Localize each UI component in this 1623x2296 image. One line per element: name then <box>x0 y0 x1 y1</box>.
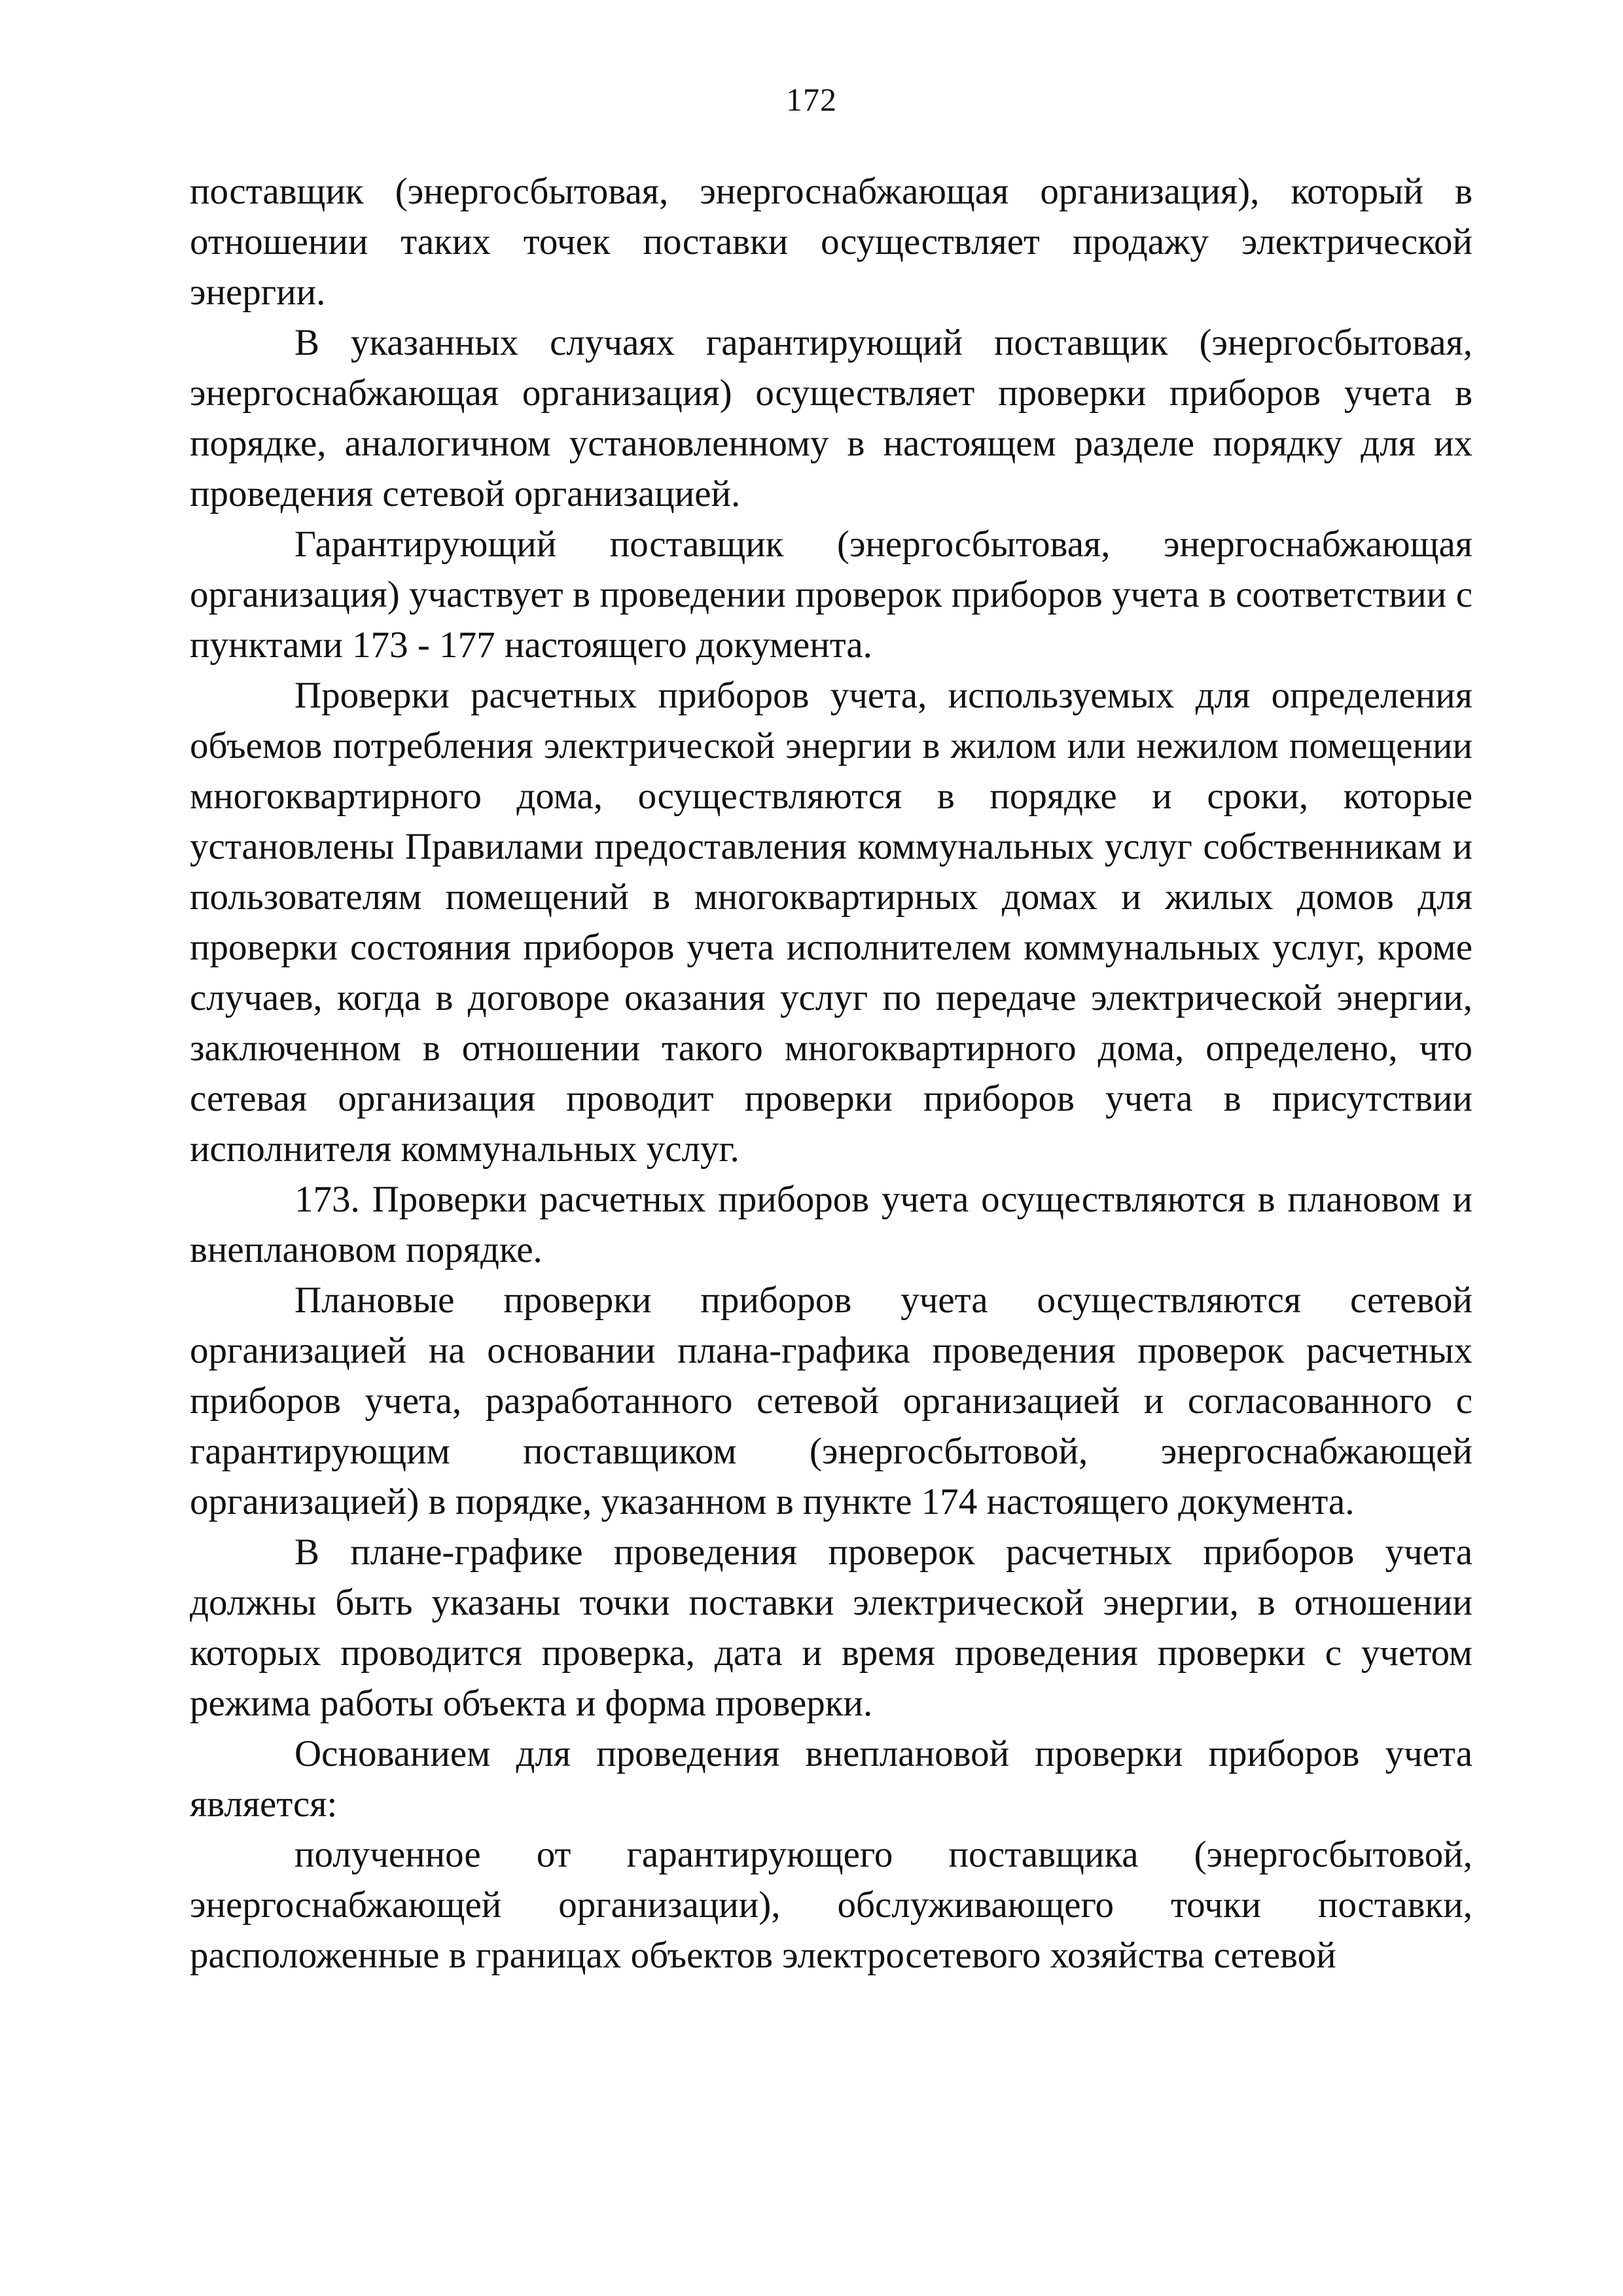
paragraph: Основанием для проведения внеплановой проверки приборов учета является: <box>190 1733 1472 1825</box>
paragraph-continuation: поставщик (энергосбытовая, энергоснабжающая организация), который в отношении таких точек поставки осуществляет продажу электрической энергии. <box>190 171 1472 313</box>
paragraph: В плане-графике проведения проверок расчетных приборов учета должны быть указаны точки поставки электрической энергии, в отношении которых проводится проверка, дата и время проведения проверки с учетом режима работы объекта и форма проверки. <box>190 1532 1472 1724</box>
paragraph: Плановые проверки приборов учета осуществляются сетевой организацией на основании плана-графика проведения проверок расчетных приборов учета, разработанного сетевой организацией и согласованного с гарантирующим поставщиком (энергосбытовой, энергоснабжающей организацией) в порядке, указанном в пункте 174 настоящего документа. <box>190 1280 1472 1522</box>
paragraph: В указанных случаях гарантирующий поставщик (энергосбытовая, энергоснабжающая организация) осуществляет проверки приборов учета в порядке, аналогичном установленному в настоящем разделе порядку для их проведения сетевой организацией. <box>190 322 1472 514</box>
paragraph: Гарантирующий поставщик (энергосбытовая, энергоснабжающая организация) участвует в проведении проверок приборов учета в соответствии с пунктами 173 - 177 настоящего документа. <box>190 524 1472 666</box>
paragraph-clause-173: 173. Проверки расчетных приборов учета осуществляются в плановом и внеплановом порядке. <box>190 1179 1472 1270</box>
paragraph: полученное от гарантирующего поставщика (энергосбытовой, энергоснабжающей организации), обслуживающего точки поставки, расположенные в границах объектов электросетевого хозяйства сетевой <box>190 1834 1472 1976</box>
page-number: 172 <box>786 81 837 118</box>
document-body <box>190 166 1472 1981</box>
paragraph: Проверки расчетных приборов учета, используемых для определения объемов потребления электрической энергии в жилом или нежилом помещении многоквартирного дома, осуществляются в порядке и сроки, которые установлены Правилами предоставления коммунальных услуг собственникам и пользователям помещений в многоквартирных домах и жилых домов для проверки состояния приборов учета исполнителем коммунальных услуг, кроме случаев, когда в договоре оказания услуг по передаче электрической энергии, заключенном в отношении такого многоквартирного дома, определено, что сетевая организация проводит проверки приборов учета в присутствии исполнителя коммунальных услуг. <box>190 675 1472 1170</box>
